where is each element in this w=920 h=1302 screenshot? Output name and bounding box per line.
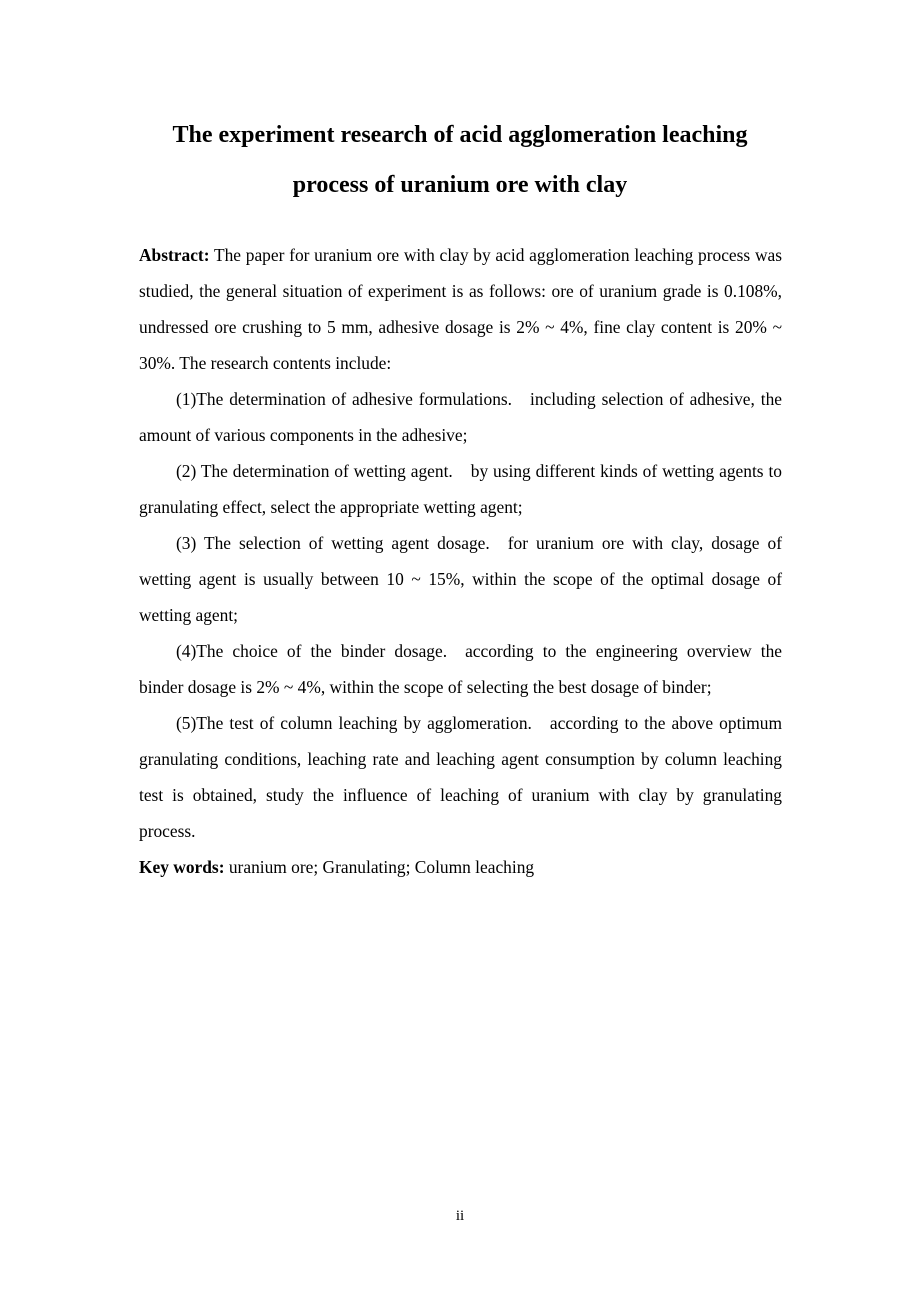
abstract-section [139,237,782,885]
research-item-2 [139,453,782,525]
research-item-body: according to the engineering overview the binder dosage is 2% ~ 4%, within the scope of selecting the best dosage of binder; [139,641,782,697]
research-item-1 [139,381,782,453]
research-item-body: by using different kinds of wetting agents to granulating effect, select the appropriate wetting agent; [139,461,782,517]
document-title-line-2: process of uranium ore with clay [292,172,628,198]
research-item-body: according to the above optimum granulating conditions, leaching rate and leaching agent consumption by column leaching test is obtained, study the influence of leaching of uranium with clay by granulating process. [139,713,782,841]
research-item-heading: (2) The determination of wetting agent. [176,461,453,481]
research-item-4 [139,633,782,705]
research-item-heading: (4)The choice of the binder dosage. [176,641,448,661]
abstract-label: Abstract: [139,245,210,265]
research-item-body: including selection of adhesive, the amount of various components in the adhesive; [139,389,782,445]
research-item-3 [139,525,782,633]
page-number: ii [455,1208,465,1224]
keywords-label: Key words: [139,857,225,877]
research-item-heading: (1)The determination of adhesive formulations. [176,389,513,409]
research-item-5 [139,705,782,849]
research-item-heading: (5)The test of column leaching by agglomeration. [176,713,532,733]
document-title-line-1: The experiment research of acid agglomeration leaching [172,122,748,148]
abstract-paragraph [139,237,782,381]
research-item-heading: (3) The selection of wetting agent dosage. [176,533,490,553]
keywords-line [139,849,782,885]
research-item-body: for uranium ore with clay, dosage of wetting agent is usually between 10 ~ 15%, within the scope of the optimal dosage of wetting agent; [139,533,782,625]
abstract-text: The paper for uranium ore with clay by acid agglomeration leaching process was studied, the general situation of experiment is as follows: ore of uranium grade is 0.108%, undressed ore crushing to 5 mm, adhesive dosage is 2% ~ 4%, fine clay content is 20% ~ 30%. The research contents include: [139,245,782,373]
keywords-text: uranium ore; Granulating; Column leaching [228,857,535,877]
